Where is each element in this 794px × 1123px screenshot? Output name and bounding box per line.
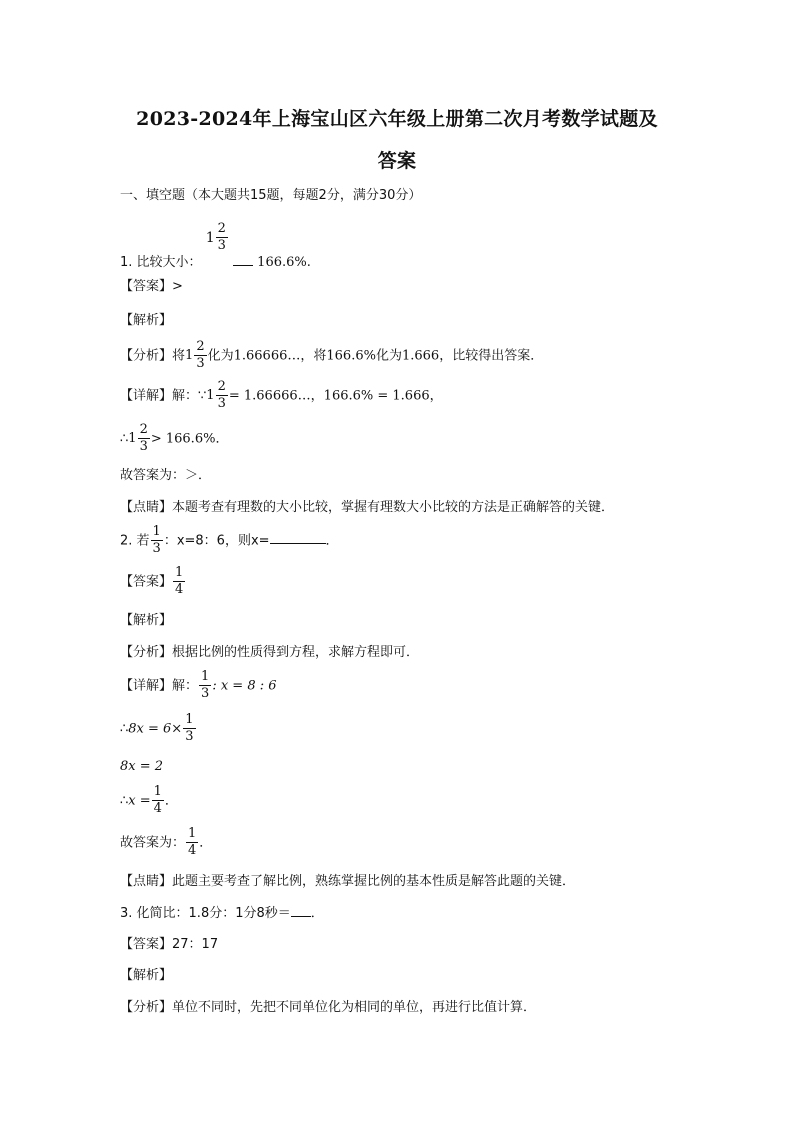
q1-percent: 166.6%	[257, 254, 307, 270]
q1-fenxi-t5: ，比较得出答案．	[439, 348, 544, 364]
q2-step3-frac-num: 1	[152, 785, 164, 801]
q1-xiangjie-end: ，	[429, 388, 443, 404]
q2-frac-num: 1	[151, 525, 163, 541]
q3-answer-value: 27：17	[172, 937, 219, 952]
q1-xiangjie-comma: ，	[310, 388, 324, 404]
q3-answer-label: 【答案】	[120, 937, 173, 952]
q1-therefore-rel: > 166.6%	[150, 431, 216, 447]
q1-fenxi-t3: ，将	[300, 348, 327, 364]
q2-dianjing-text: 此题主要考查了解比例，熟练掌握比例的基本性质是解答此题的关键．	[172, 874, 576, 889]
q1-fraction	[216, 222, 228, 254]
q2-xiangjie-label: 【详解】	[120, 678, 173, 694]
q1-xiangjie-mixed-whole: 1	[206, 388, 215, 404]
q1-answer	[120, 280, 183, 293]
q2-xiangjie-t1: 解：	[172, 678, 199, 694]
q3-end: ．	[310, 906, 324, 921]
q2-frac-den: 3	[152, 541, 161, 557]
q1-frac-num: 2	[216, 222, 228, 238]
q1-xiangjie-mixed	[206, 380, 229, 412]
q1-fenxi-frac-num: 2	[194, 340, 206, 356]
q1-therefore-mixed	[128, 423, 151, 455]
q3-fenxi	[120, 1001, 536, 1014]
section-heading: 一、填空题（本大题共15题，每题2分，满分30分）	[120, 188, 422, 203]
q1-fenxi-v1: 1.66666…	[233, 348, 301, 364]
q1-answer-blank[interactable]	[233, 265, 253, 266]
q2-guda	[120, 827, 212, 859]
q1-fenxi-fraction	[194, 340, 206, 372]
q1-question	[120, 221, 311, 270]
q1-xiangjie	[120, 380, 443, 412]
q1-xiangjie-frac-den: 3	[217, 396, 226, 412]
q2-answer-num: 1	[173, 566, 185, 582]
q3-fenxi-label: 【分析】	[120, 1000, 173, 1015]
q2-step1	[120, 713, 197, 745]
q2-step3	[120, 785, 178, 817]
q2-analysis-label: 【解析】	[120, 613, 173, 628]
q1-frac-den: 3	[217, 238, 226, 254]
doc-title-line1: 2023-2024年上海宝山区六年级上册第二次月考数学试题及	[136, 108, 658, 130]
q1-fenxi-t2: 化为	[207, 348, 234, 364]
q1-prefix: 1. 比较大小：	[120, 254, 202, 270]
therefore-icon: ∴	[120, 431, 129, 447]
q2-xiangjie-eq: : x = 8 : 6	[212, 678, 277, 694]
q2-guda-frac-num: 1	[186, 827, 198, 843]
q2-prefix: 2. 若	[120, 533, 150, 549]
q1-fenxi-t4: 化为	[375, 348, 402, 364]
q2-step3-period: ．	[164, 793, 178, 809]
q2-fenxi-label: 【分析】	[120, 645, 173, 660]
q3-text: 3. 化简比：1.8分：1分8秒＝	[120, 906, 291, 921]
q1-therefore-frac-den: 3	[139, 439, 148, 455]
q1-fenxi-mixed-whole: 1	[185, 348, 194, 364]
q1-fenxi-t1: 将	[172, 348, 186, 364]
q1-xiangjie-label: 【详解】	[120, 388, 173, 404]
q2-xiangjie-frac-den: 3	[201, 686, 210, 702]
q3-analysis-label: 【解析】	[120, 968, 173, 983]
q1-therefore-mixed-whole: 1	[128, 431, 137, 447]
q1-answer-label: 【答案】	[120, 279, 173, 294]
q2-question	[120, 525, 339, 557]
q1-fenxi-label: 【分析】	[120, 348, 173, 364]
q1-xiangjie-eq1: = 1.66666…	[228, 388, 311, 404]
q1-therefore	[120, 423, 228, 455]
q3-answer-blank[interactable]	[291, 916, 311, 917]
q2-guda-period: ．	[199, 835, 213, 851]
q2-step1-frac-num: 1	[183, 713, 195, 729]
q2-fenxi	[120, 646, 419, 659]
q2-end: ．	[325, 533, 339, 549]
q2-step3-fraction	[152, 785, 164, 817]
q1-fenxi	[120, 340, 543, 372]
q1-therefore-period: ．	[215, 431, 229, 447]
q2-fraction	[151, 525, 163, 557]
q2-step2: 8x = 2	[120, 759, 164, 774]
q1-therefore-frac-num: 2	[138, 423, 150, 439]
therefore-icon: ∴	[120, 721, 129, 737]
q1-analysis-label: 【解析】	[120, 313, 173, 328]
q1-fenxi-frac-den: 3	[196, 356, 205, 372]
q2-guda-text: 故答案为：	[120, 835, 186, 851]
q2-dianjing	[120, 875, 575, 888]
q2-step1-lhs: 8x = 6×	[128, 721, 183, 737]
q1-fenxi-percent: 166.6%	[326, 348, 376, 364]
q1-end: .	[306, 254, 311, 270]
q1-xiangjie-frac-num: 2	[216, 380, 228, 396]
q2-answer-den: 4	[175, 582, 184, 598]
q2-answer-fraction	[173, 566, 185, 598]
q3-answer	[120, 938, 218, 951]
q1-dianjing	[120, 501, 614, 514]
q2-guda-fraction	[186, 827, 198, 859]
q1-xiangjie-eq2: 166.6% = 1.666	[323, 388, 430, 404]
q3-fenxi-text: 单位不同时，先把不同单位化为相同的单位，再进行比值计算．	[172, 1000, 537, 1015]
q1-guda: 故答案为：＞．	[120, 468, 212, 483]
q1-mixed-number	[206, 222, 229, 254]
q1-fenxi-v2: 1.666	[401, 348, 440, 364]
q2-step1-frac-den: 3	[185, 729, 194, 745]
q1-dianjing-text: 本题考查有理数的大小比较，掌握有理数大小比较的方法是正确解答的关键．	[172, 500, 615, 515]
q2-xiangjie-frac-num: 1	[199, 670, 211, 686]
q2-rest: ：x=8：6，则x=	[163, 533, 270, 549]
q1-xiangjie-fraction	[216, 380, 228, 412]
q2-step1-fraction	[183, 713, 195, 745]
therefore-icon: ∴	[120, 793, 129, 809]
q1-mixed-whole: 1	[205, 229, 215, 246]
q1-therefore-fraction	[138, 423, 150, 455]
doc-title-line2: 答案	[377, 150, 417, 172]
q1-answer-value: >	[172, 279, 183, 294]
q3-question	[120, 907, 324, 920]
q1-fenxi-mixed	[185, 340, 208, 372]
q2-step3-frac-den: 4	[153, 801, 162, 817]
q2-dianjing-label: 【点睛】	[120, 874, 173, 889]
q2-guda-frac-den: 4	[188, 843, 197, 859]
q2-answer	[120, 566, 186, 598]
q2-fenxi-text: 根据比例的性质得到方程，求解方程即可．	[172, 645, 420, 660]
q2-answer-blank[interactable]	[270, 543, 326, 544]
q2-xiangjie	[120, 670, 277, 702]
q2-answer-label: 【答案】	[120, 574, 173, 590]
q1-dianjing-label: 【点睛】	[120, 500, 173, 515]
q1-xiangjie-t1: 解：∵	[172, 388, 207, 404]
q2-xiangjie-fraction	[199, 670, 211, 702]
q2-step3-lhs: x =	[128, 793, 151, 809]
